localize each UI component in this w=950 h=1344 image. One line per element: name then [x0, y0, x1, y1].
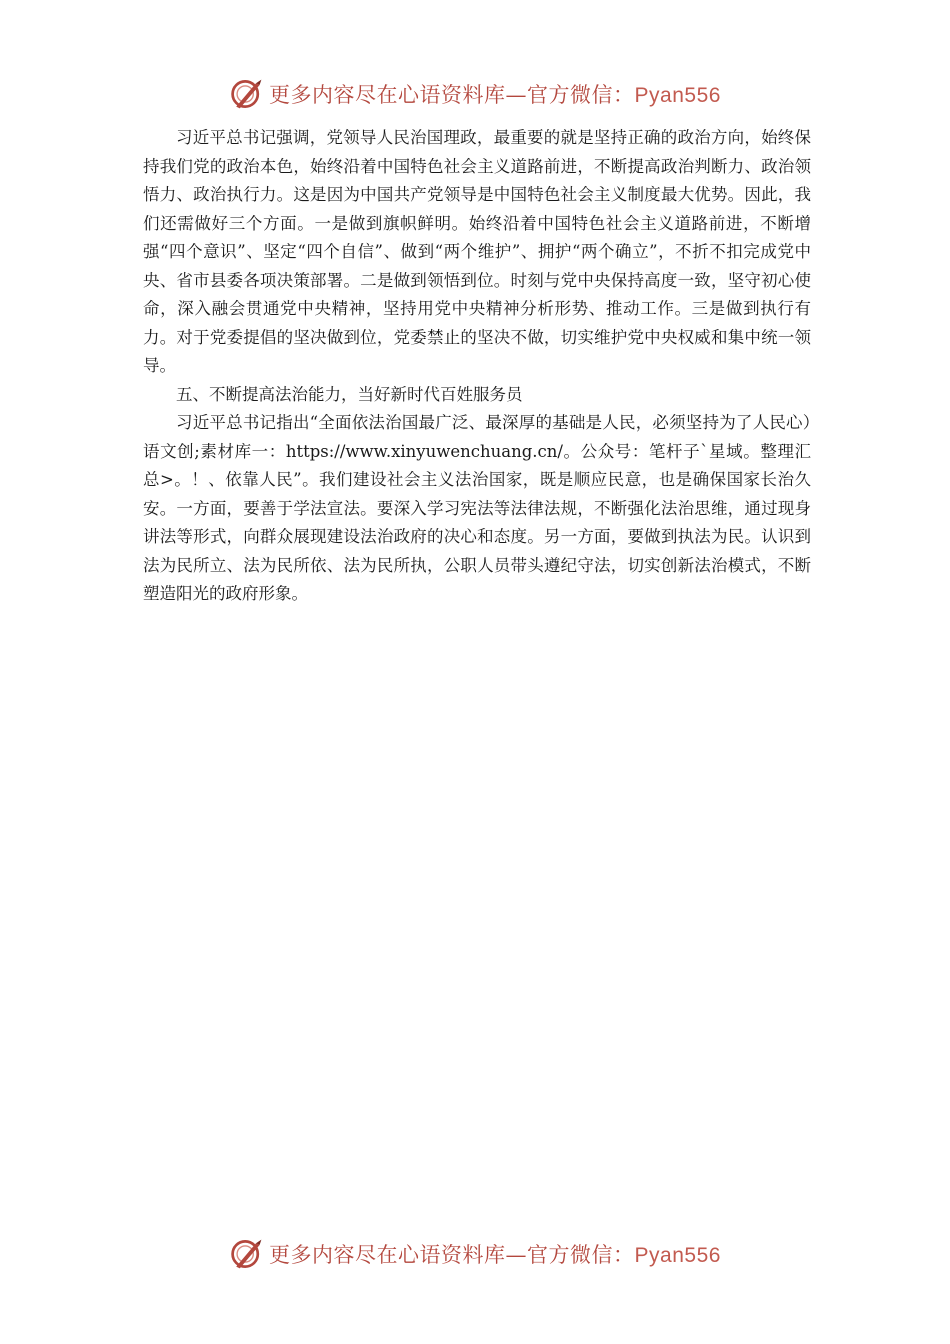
banner-wechat-id: Pyan556	[634, 84, 721, 107]
document-body	[143, 124, 811, 609]
header-banner	[0, 74, 950, 114]
banner-wechat-id: Pyan556	[634, 1244, 721, 1267]
paragraph-political-direction: 习近平总书记强调，党领导人民治国理政，最重要的就是坚持正确的政治方向，始终保持我们党的政治本色，始终沿着中国特色社会主义道路前进，不断提高政治判断力、政治领悟力、政治执行力。这是因为中国共产党领导是中国特色社会主义制度最大优势。因此，我们还需做好三个方面。一是做到旗帜鲜明。始终沿着中国特色社会主义道路前进，不断增强“四个意识”、坚定“四个自信”、做到“两个维护”、拥护“两个确立”，不折不扣完成党中央、省市县委各项决策部署。二是做到领悟到位。时刻与党中央保持高度一致，坚守初心使命，深入融会贯通党中央精神，坚持用党中央精神分析形势、推动工作。三是做到执行有力。对于党委提倡的坚决做到位，党委禁止的坚决不做，切实维护党中央权威和集中统一领导。	[143, 128, 811, 375]
banner-text	[269, 1239, 721, 1269]
banner-main-text: 更多内容尽在心语资料库—官方微信：	[269, 83, 635, 107]
paragraph-rule-of-law: 习近平总书记指出“全面依法治国最广泛、最深厚的基础是人民，必须坚持为了人民心）语文创;素材库一：https://www.xinyuwenchuang.cn/。公众号：笔杆子`星域。整理汇总>。！、依靠人民”。我们建设社会主义法治国家，既是顺应民意，也是确保国家长治久安。一方面，要善于学法宣法。要深入学习宪法等法律法规，不断强化法治思维，通过现身讲法等形式，向群众展现建设法治政府的决心和态度。另一方面，要做到执法为民。认识到法为民所立、法为民所依、法为民所执，公职人员带头遵纪守法，切实创新法治模式，不断塑造阳光的政府形象。	[143, 413, 811, 603]
banner-text	[269, 79, 721, 109]
pen-circle-logo-icon	[229, 1236, 265, 1272]
pen-circle-logo-icon	[229, 76, 265, 112]
section-heading-rule-of-law: 五、不断提高法治能力，当好新时代百姓服务员	[176, 384, 523, 404]
footer-banner	[0, 1234, 950, 1274]
banner-main-text: 更多内容尽在心语资料库—官方微信：	[269, 1243, 635, 1267]
